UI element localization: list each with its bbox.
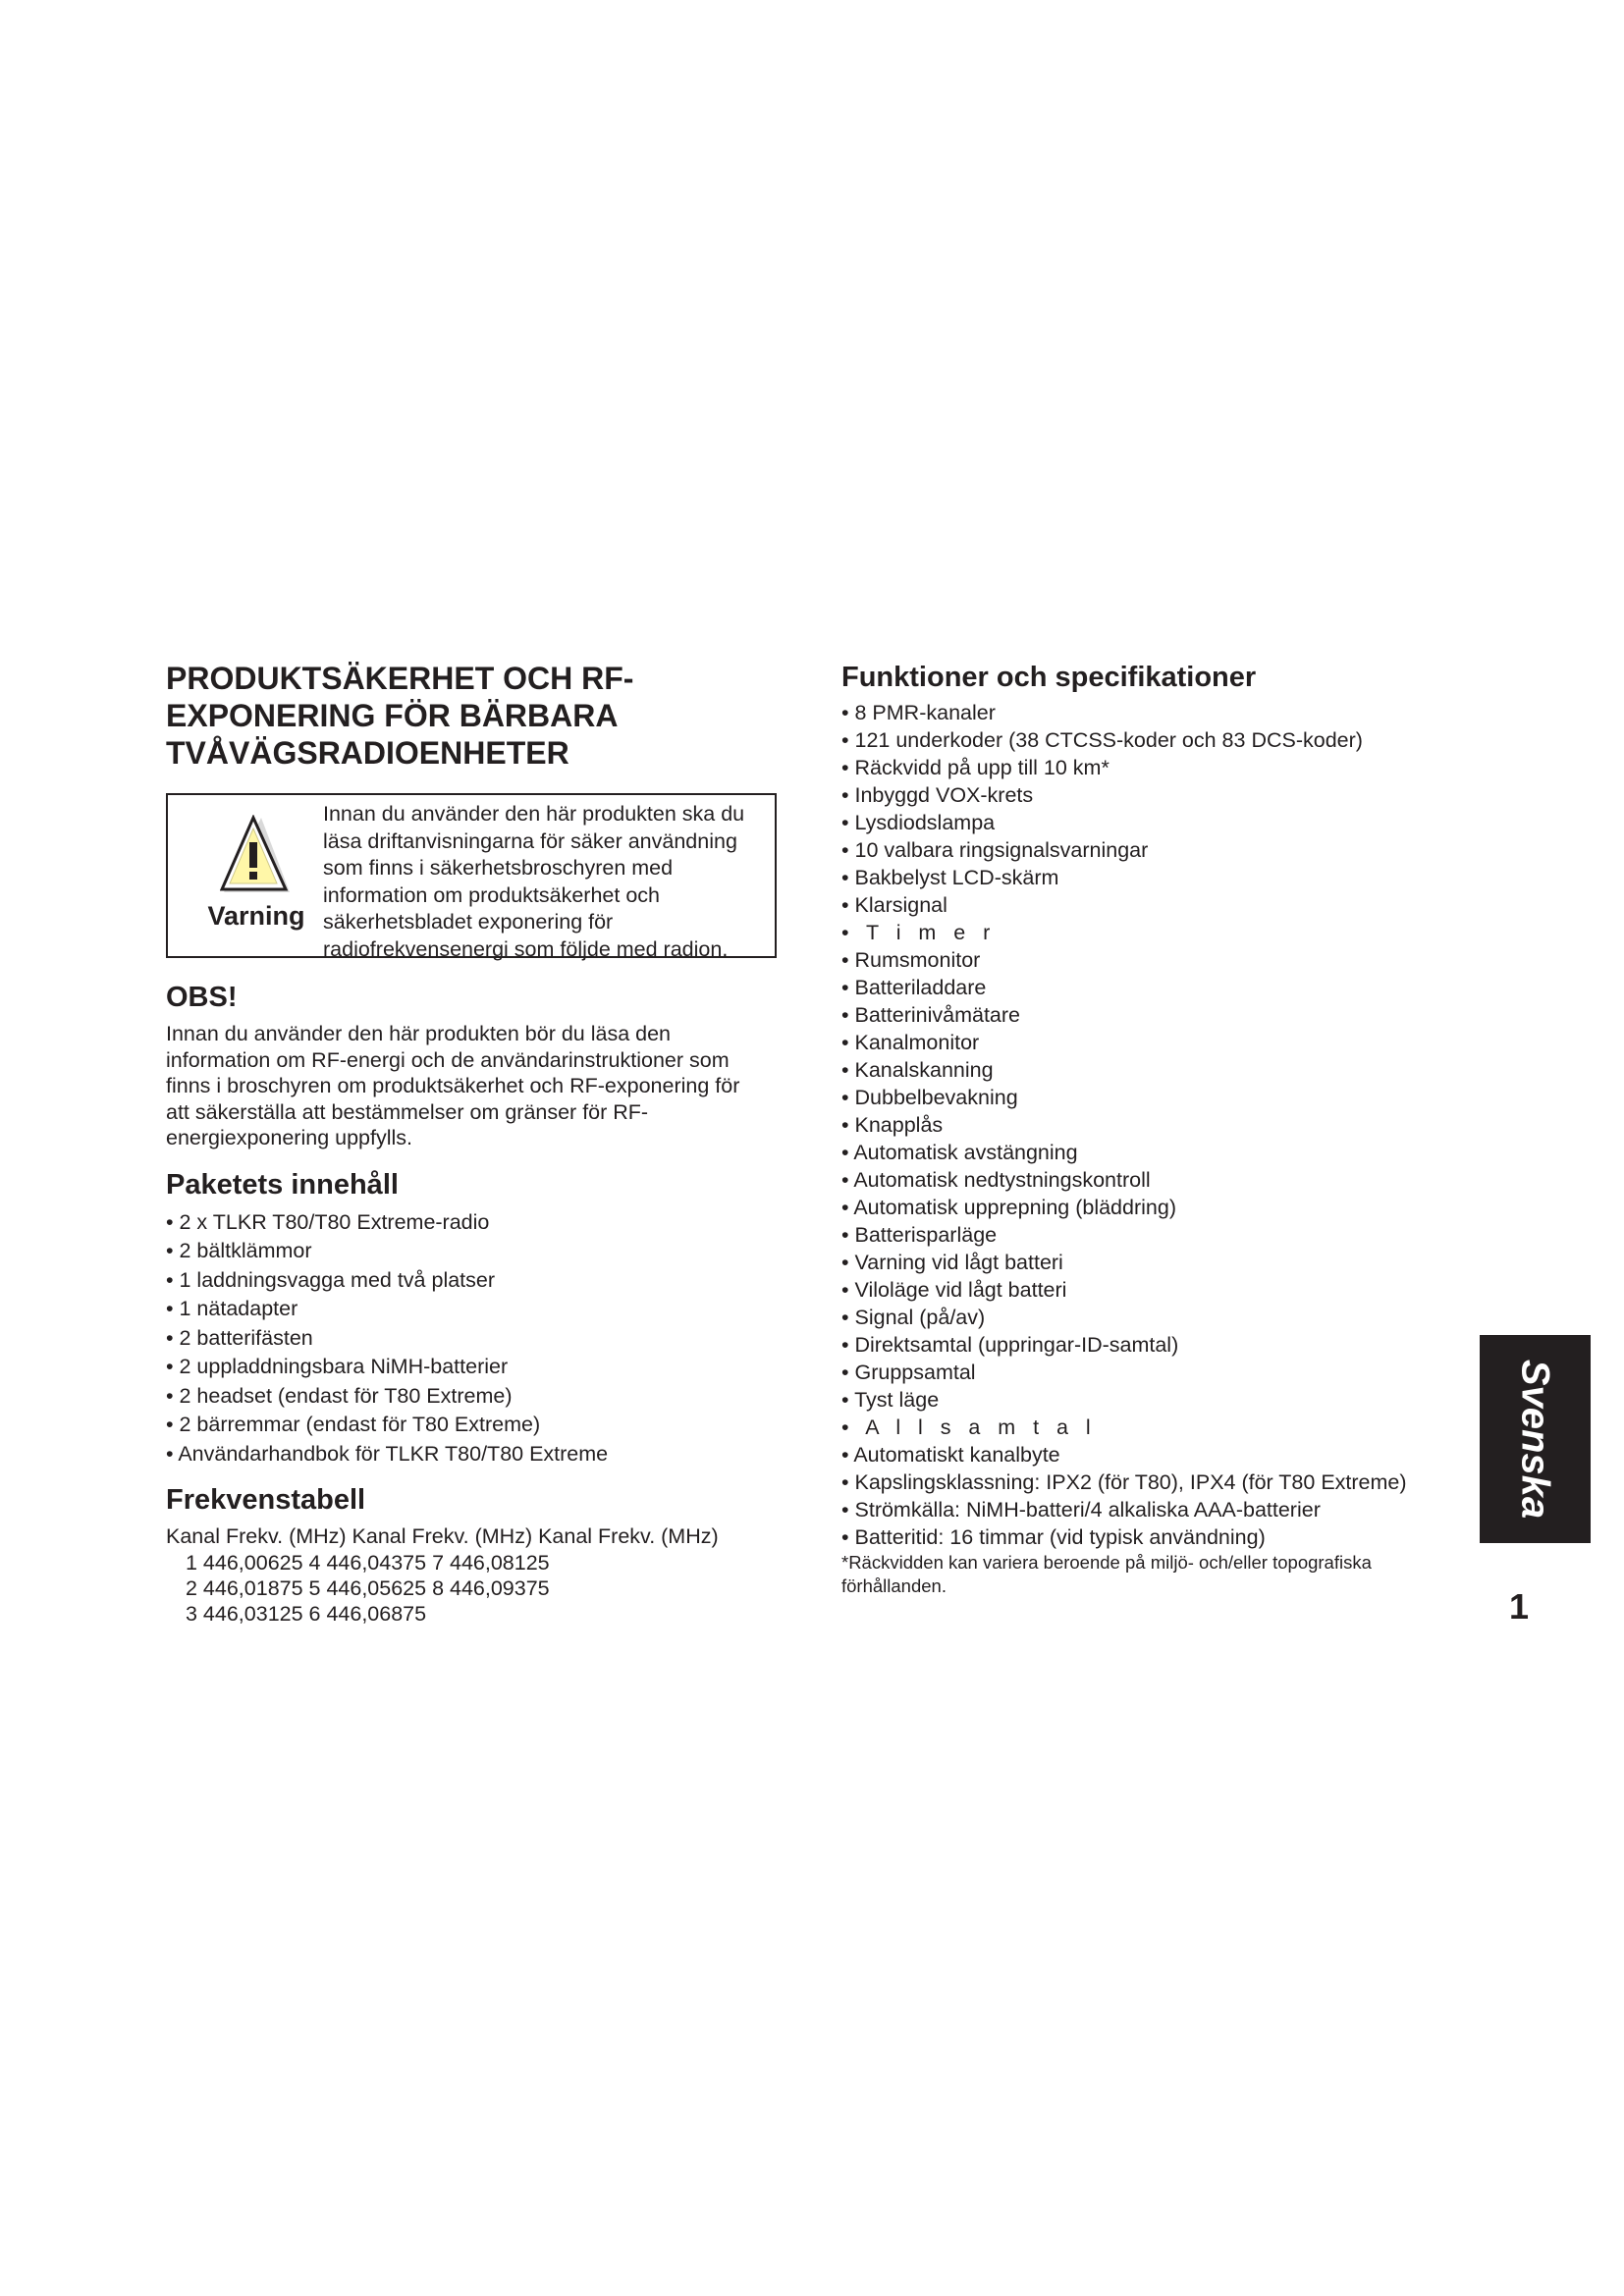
- list-item: • 121 underkoder (38 CTCSS-koder och 83 DCS-koder): [841, 728, 1363, 752]
- list-item: • 2 headset (endast för T80 Extreme): [166, 1383, 513, 1408]
- list-item: • Direktsamtal (uppringar-ID-samtal): [841, 1333, 1179, 1357]
- list-item: • Inbyggd VOX-krets: [841, 783, 1034, 807]
- list-item: • 2 uppladdningsbara NiMH-batterier: [166, 1355, 509, 1378]
- list-item: • Kanalmonitor: [841, 1031, 980, 1054]
- warning-label: Varning: [207, 901, 305, 931]
- list-item: • Viloläge vid lågt batteri: [841, 1278, 1067, 1302]
- list-item: • Batterisparläge: [841, 1223, 998, 1247]
- list-item: • Användarhandbok för TLKR T80/T80 Extreme: [166, 1441, 609, 1466]
- obs-line: energiexponering uppfylls.: [166, 1126, 412, 1149]
- page-title: [166, 660, 780, 772]
- obs-paragraph: [166, 1021, 780, 1151]
- list-item: • 10 valbara ringsignalsvarningar: [841, 838, 1149, 862]
- right-column: [841, 660, 1450, 1598]
- list-item: • Batteriladdare: [841, 976, 987, 999]
- page-number: 1: [1509, 1586, 1530, 1627]
- list-item: • Tyst läge: [841, 1388, 940, 1412]
- obs-line: finns i broschyren om produktsäkerhet och RF-exponering för: [166, 1074, 740, 1097]
- list-item: • Gruppsamtal: [841, 1361, 976, 1384]
- freq-table-row: 3 446,03125 6 446,06875: [186, 1602, 427, 1626]
- warning-line: Innan du använder den här produkten ska du: [323, 802, 745, 826]
- list-item: • 1 nätadapter: [166, 1297, 298, 1320]
- obs-heading: OBS!: [166, 982, 238, 1013]
- package-list: [166, 1208, 780, 1469]
- obs-line: information om RF-energi och de användarinstruktioner som: [166, 1047, 730, 1072]
- list-item: • Kanalskanning: [841, 1058, 994, 1082]
- list-item: • Automatisk nedtystningskontroll: [841, 1168, 1151, 1192]
- list-item: • Lysdiodslampa: [841, 811, 996, 834]
- list-item: • Automatisk upprepning (bläddring): [841, 1196, 1176, 1219]
- warning-line: säkerhetsbladet exponering för: [323, 910, 614, 934]
- list-item: • Rumsmonitor: [841, 948, 981, 972]
- list-item: • 2 bärremmar (endast för T80 Extreme): [166, 1413, 541, 1436]
- footnote-line: *Räckvidden kan variera beroende på miljö- och/eller topografiska: [841, 1552, 1372, 1573]
- left-column: [166, 660, 780, 1627]
- footnote-line: förhållanden.: [841, 1575, 947, 1596]
- list-item: • T i m e r: [841, 921, 991, 944]
- obs-line: att säkerställa att bestämmelser om gränser för RF-: [166, 1099, 649, 1124]
- specs-heading: Funktioner och specifikationer: [841, 662, 1257, 693]
- warning-line: läsa driftanvisningarna för säker användning: [323, 828, 737, 853]
- title-line: PRODUKTSÄKERHET OCH RF-: [166, 661, 634, 696]
- freq-heading: Frekvenstabell: [166, 1484, 366, 1516]
- title-line: EXPONERING FÖR BÄRBARA: [166, 698, 619, 733]
- list-item: • Automatiskt kanalbyte: [841, 1443, 1060, 1467]
- list-item: • Varning vid lågt batteri: [841, 1251, 1063, 1274]
- language-tab-label: Svenska: [1513, 1359, 1557, 1520]
- list-item: • Batterinivåmätare: [841, 1003, 1020, 1027]
- list-item: • Knapplås: [841, 1113, 944, 1137]
- list-item: • 2 x TLKR T80/T80 Extreme-radio: [166, 1209, 490, 1234]
- warning-text: [323, 801, 770, 963]
- list-item: • Bakbelyst LCD-skärm: [841, 866, 1059, 889]
- list-item: • Klarsignal: [841, 893, 947, 917]
- package-heading: Paketets innehåll: [166, 1168, 399, 1201]
- freq-table-row: 2 446,01875 5 446,05625 8 446,09375: [186, 1576, 550, 1600]
- list-item: • 2 bältklämmor: [166, 1239, 312, 1262]
- footnote: [841, 1551, 1450, 1598]
- language-tab: [1480, 1335, 1591, 1543]
- warning-line: som finns i säkerhetsbroschyren med: [323, 856, 674, 880]
- list-item: • Räckvidd på upp till 10 km*: [841, 756, 1110, 779]
- list-item: • Strömkälla: NiMH-batteri/4 alkaliska AAA-batterier: [841, 1498, 1321, 1522]
- list-item: • Kapslingsklassning: IPX2 (för T80), IPX4 (för T80 Extreme): [841, 1470, 1407, 1494]
- warning-line: information om produktsäkerhet och: [323, 882, 660, 907]
- title-line: TVÅVÄGSRADIOENHETER: [166, 735, 569, 771]
- list-item: • Automatisk avstängning: [841, 1141, 1078, 1164]
- obs-line: Innan du använder den här produkten bör du läsa den: [166, 1022, 672, 1045]
- warning-icon-group: [178, 815, 335, 932]
- list-item: • Batteritid: 16 timmar (vid typisk användning): [841, 1525, 1266, 1549]
- list-item: • 1 laddningsvagga med två platser: [166, 1267, 496, 1292]
- warning-triangle-icon: [220, 815, 293, 895]
- freq-table-row: 1 446,00625 4 446,04375 7 446,08125: [186, 1551, 550, 1575]
- list-item: • Signal (på/av): [841, 1306, 986, 1329]
- warning-line: radiofrekvensenergi som följde med radion.: [323, 936, 729, 961]
- warning-box: [166, 793, 777, 961]
- list-item: • Dubbelbevakning: [841, 1086, 1018, 1109]
- list-item: • A l l s a m t a l: [841, 1415, 1091, 1439]
- list-item: • 8 PMR-kanaler: [841, 701, 996, 724]
- list-item: • 2 batterifästen: [166, 1325, 313, 1350]
- freq-table-header: Kanal Frekv. (MHz) Kanal Frekv. (MHz) Kanal Frekv. (MHz): [166, 1524, 719, 1548]
- specs-list: [841, 699, 1450, 1551]
